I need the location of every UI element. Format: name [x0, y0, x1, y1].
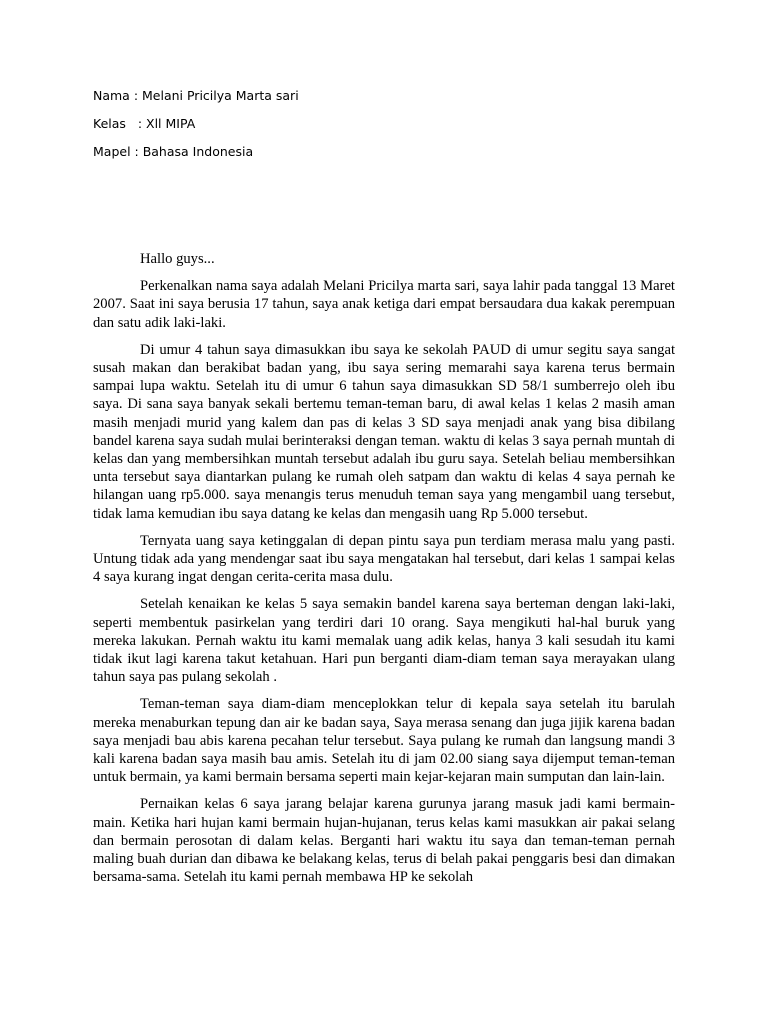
student-info-header — [93, 86, 593, 170]
body-paragraph: Ternyata uang saya ketinggalan di depan pintu saya pun terdiam merasa malu yang pasti. Untung tidak ada yang mendengar saat ibu saya mengatakan hal tersebut, dari kelas 1 sampai kelas 4 saya kurang ingat dengan cerita-cerita masa dulu. — [93, 532, 675, 586]
subject-line: Mapel : Bahasa Indonesia — [93, 144, 254, 159]
student-name-line: Nama : Melani Pricilya Marta sari — [93, 88, 299, 103]
student-class-line: Kelas : Xll MIPA — [93, 116, 196, 131]
body-paragraph: Di umur 4 tahun saya dimasukkan ibu saya ke sekolah PAUD di umur segitu saya sangat susah makan dan berakibat badan yang, ibu saya sering memarahi saya karena terus bermain sampai lupa waktu. Setelah itu di umur 6 tahun saya dimasukkan SD 58/1 sumberrejo oleh ibu saya. Di sana saya banyak sekali bertemu teman-teman baru, di awal kelas 1 kelas 2 masih aman masih menjadi murid yang kalem dan pas di kelas 3 SD saya menjadi anak yang bisa dibilang bandel karena saya sudah mulai berinteraksi dengan teman. waktu di kelas 3 saya pernah muntah di kelas dan yang membersihkan muntah tersebut adalah ibu guru saya. Setelah beliau membersihkan unta tersebut saya diantarkan pulang ke rumah oleh satpam dan waktu di kelas 4 saya pernah ke hilangan uang rp5.000. saya menangis terus menuduh teman saya yang mengambil uang tersebut, tidak lama kemudian ibu saya datang ke kelas dan mengasih uang Rp 5.000 tersebut. — [93, 341, 675, 522]
body-paragraph: Teman-teman saya diam-diam menceplokkan telur di kepala saya setelah itu barulah mereka menaburkan tepung dan air ke badan saya, Saya merasa senang dan juga jijik karena badan saya menjadi bau abis karena pecahan telur tersebut. Saya pulang ke rumah dan langsung mandi 3 kali karena badan saya masih bau amis. Setelah itu di jam 02.00 siang saya dijemput teman-teman untuk bermain, ya kami bermain bersama seperti main kejar-kejaran main sumputan dan lain-lain. — [93, 696, 675, 786]
greeting-paragraph: Hallo guys... — [140, 251, 215, 267]
body-paragraph: Pernaikan kelas 6 saya jarang belajar karena gurunya jarang masuk jadi kami bermain-main. Ketika hari hujan kami bermain hujan-hujanan, terus kelas kami masukkan air pakai selang dan bermain perosotan di dalam kelas. Berganti hari waktu itu saya dan teman-teman pernah maling buah durian dan dibawa ke belakang kelas, terus di belah pakai penggaris besi dan dimakan bersama-sama. Setelah itu kami pernah membawa HP ke sekolah — [93, 796, 675, 886]
body-paragraph: Setelah kenaikan ke kelas 5 saya semakin bandel karena saya berteman dengan laki-laki, seperti membentuk pasirkelan yang terdiri dari 10 orang. Saya mengikuti hal-hal buruk yang mereka lakukan. Pernah waktu itu kami memalak uang adik kelas, hanya 3 kali sesudah itu kami tidak ikut lagi karena takut ketahuan. Hari pun berganti diam-diam teman saya merayakan ulang tahun saya pas pulang sekolah . — [93, 596, 675, 686]
essay-body — [93, 250, 675, 896]
introduction-paragraph: Perkenalkan nama saya adalah Melani Pricilya marta sari, saya lahir pada tanggal 13 Maret 2007. Saat ini saya berusia 17 tahun, saya anak ketiga dari empat bersaudara dua kakak perempuan dan satu adik laki-laki. — [93, 278, 675, 331]
